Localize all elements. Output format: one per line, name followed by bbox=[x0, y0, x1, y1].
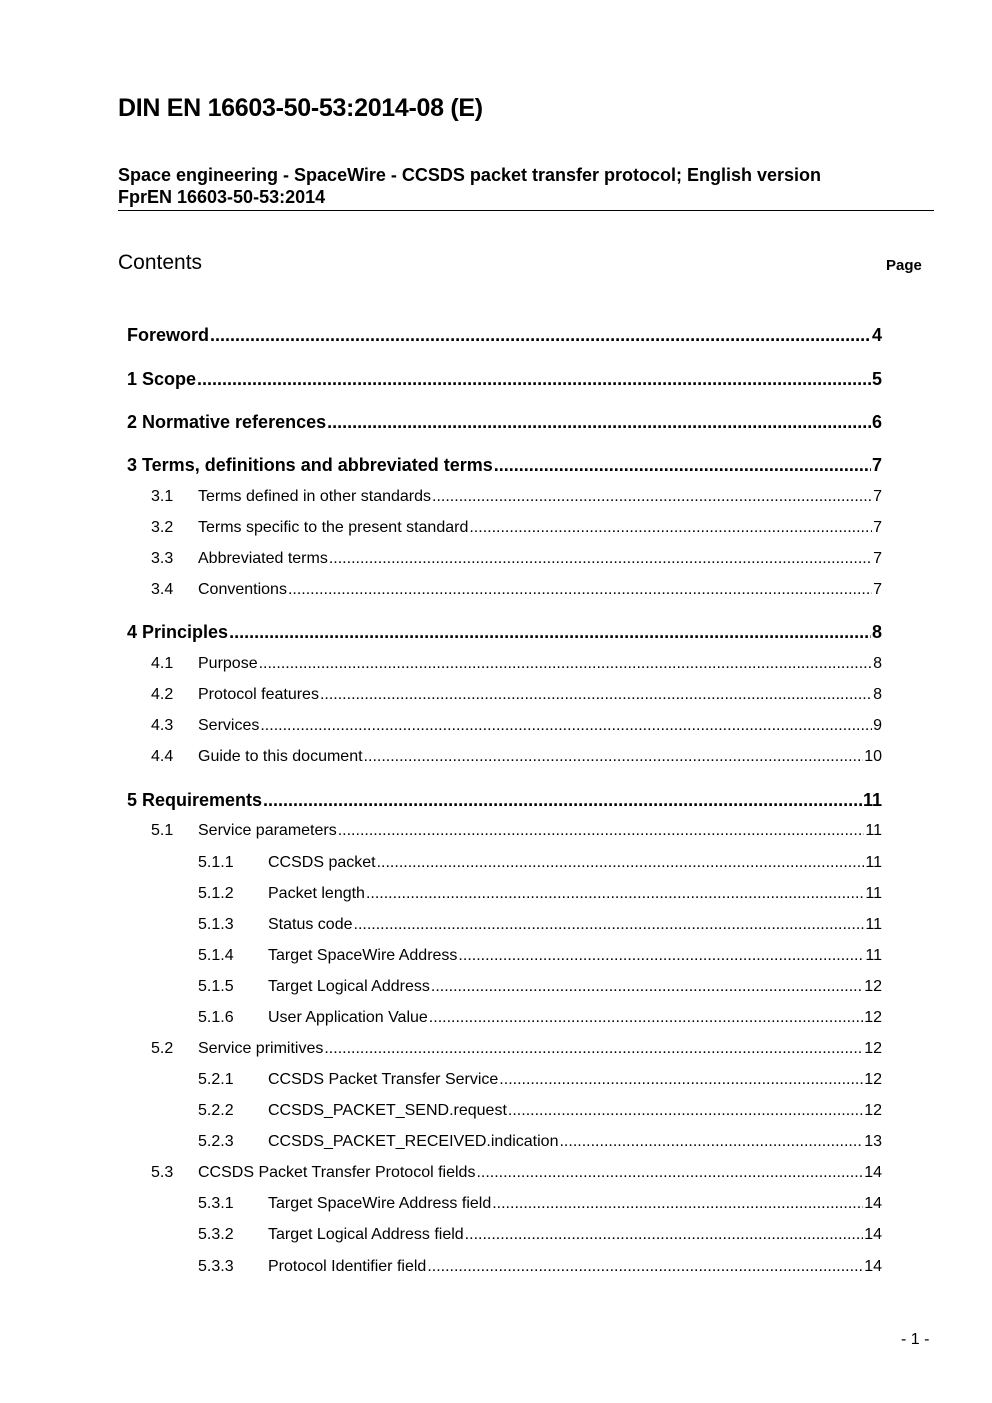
page-number: - 1 - bbox=[901, 1331, 930, 1348]
toc-entry-number: 5.3.1 bbox=[198, 1195, 234, 1212]
toc-entry-page: 14 bbox=[864, 1226, 882, 1243]
toc-entry-page: 11 bbox=[865, 822, 882, 839]
toc-entry[interactable] bbox=[198, 1195, 882, 1219]
toc-entry-number: 3.4 bbox=[151, 581, 174, 598]
toc-entry-page: 8 bbox=[871, 622, 882, 642]
toc-entry-title: Purpose bbox=[198, 655, 258, 672]
toc-entry-title: 2 Normative references bbox=[127, 412, 327, 432]
toc-entry-number: 5.2.3 bbox=[198, 1133, 234, 1150]
toc-dot-leader bbox=[324, 1040, 863, 1058]
toc-entry-number: 3.3 bbox=[151, 550, 174, 567]
toc-entry[interactable] bbox=[151, 822, 882, 846]
toc-entry-title: CCSDS Packet Transfer Service bbox=[268, 1071, 499, 1088]
toc-entry[interactable] bbox=[198, 978, 882, 1002]
toc-entry[interactable] bbox=[151, 550, 882, 574]
toc-entry-page: 11 bbox=[865, 854, 882, 871]
toc-dot-leader bbox=[263, 790, 862, 811]
toc-entry-number: 5.1.4 bbox=[198, 947, 234, 964]
toc-entry-page: 11 bbox=[862, 790, 882, 810]
toc-entry[interactable] bbox=[198, 854, 882, 878]
toc-entry-title: Abbreviated terms bbox=[198, 550, 328, 567]
toc-entry-page: 14 bbox=[864, 1195, 882, 1212]
toc-dot-leader bbox=[465, 1226, 864, 1244]
toc-dot-leader bbox=[427, 1258, 863, 1276]
toc-entry-title: Terms specific to the present standard bbox=[198, 519, 469, 536]
toc-entry[interactable] bbox=[151, 748, 882, 772]
toc-entry[interactable] bbox=[151, 519, 882, 543]
toc-entry-number: 5.2 bbox=[151, 1040, 174, 1057]
toc-entry[interactable] bbox=[151, 717, 882, 741]
toc-entry-title: Protocol Identifier field bbox=[268, 1258, 427, 1275]
toc-entry-title: User Application Value bbox=[268, 1009, 428, 1026]
toc-dot-leader bbox=[260, 717, 872, 735]
toc-entry-number: 3.1 bbox=[151, 488, 174, 505]
toc-entry-title: 1 Scope bbox=[127, 369, 197, 389]
toc-entry-page: 7 bbox=[873, 519, 882, 536]
toc-entry-title: Protocol features bbox=[198, 686, 319, 703]
toc-entry-page: 14 bbox=[864, 1164, 882, 1181]
toc-entry-page: 7 bbox=[873, 550, 882, 567]
toc-entry-title: CCSDS_PACKET_SEND.request bbox=[268, 1102, 507, 1119]
toc-entry-title: 5 Requirements bbox=[127, 790, 263, 810]
toc-entry-number: 5.3 bbox=[151, 1164, 174, 1181]
toc-entry-page: 11 bbox=[865, 885, 882, 902]
document-title: DIN EN 16603-50-53:2014-08 (E) bbox=[118, 94, 483, 122]
toc-entry-number: 5.2.1 bbox=[198, 1071, 234, 1088]
toc-entry-number: 5.1.5 bbox=[198, 978, 234, 995]
toc-entry-number: 5.2.2 bbox=[198, 1102, 234, 1119]
toc-entry-title: Services bbox=[198, 717, 260, 734]
toc-dot-leader bbox=[354, 916, 865, 934]
toc-entry[interactable] bbox=[127, 455, 882, 479]
toc-entry[interactable] bbox=[198, 1071, 882, 1095]
toc-entry-page: 7 bbox=[871, 455, 882, 475]
toc-dot-leader bbox=[432, 488, 872, 506]
toc-dot-leader bbox=[288, 581, 872, 599]
toc-dot-leader bbox=[366, 885, 864, 903]
toc-entry[interactable] bbox=[198, 947, 882, 971]
toc-entry-title: Terms defined in other standards bbox=[198, 488, 432, 505]
toc-dot-leader bbox=[559, 1133, 863, 1151]
toc-entry-title: Status code bbox=[268, 916, 353, 933]
toc-dot-leader bbox=[431, 978, 863, 996]
contents-heading: Contents bbox=[118, 251, 203, 274]
toc-entry[interactable] bbox=[127, 325, 882, 349]
toc-entry-number: 5.1.3 bbox=[198, 916, 234, 933]
toc-dot-leader bbox=[364, 748, 864, 766]
toc-dot-leader bbox=[327, 412, 871, 433]
toc-entry-page: 14 bbox=[864, 1258, 882, 1275]
toc-dot-leader bbox=[320, 686, 872, 704]
toc-entry-number: 4.2 bbox=[151, 686, 174, 703]
page-column-heading: Page bbox=[886, 257, 922, 274]
toc-entry[interactable] bbox=[198, 916, 882, 940]
toc-entry-title: Target Logical Address field bbox=[268, 1226, 464, 1243]
toc-entry-page: 8 bbox=[873, 686, 882, 703]
toc-entry-title: CCSDS_PACKET_RECEIVED.indication bbox=[268, 1133, 559, 1150]
toc-entry-title: CCSDS packet bbox=[268, 854, 376, 871]
toc-entry[interactable] bbox=[198, 885, 882, 909]
toc-entry[interactable] bbox=[127, 790, 882, 814]
toc-entry-title: Target SpaceWire Address field bbox=[268, 1195, 492, 1212]
toc-dot-leader bbox=[494, 455, 871, 476]
toc-entry-page: 4 bbox=[871, 325, 882, 345]
toc-entry-title: 3 Terms, definitions and abbreviated terms bbox=[127, 455, 493, 475]
toc-entry[interactable] bbox=[127, 369, 882, 393]
toc-entry-title: Guide to this document bbox=[198, 748, 363, 765]
toc-entry-title: Packet length bbox=[268, 885, 365, 902]
toc-entry[interactable] bbox=[151, 581, 882, 605]
toc-entry-page: 12 bbox=[864, 1040, 882, 1057]
toc-entry-number: 5.1 bbox=[151, 822, 174, 839]
toc-entry-number: 5.1.2 bbox=[198, 885, 234, 902]
toc-entry-number: 4.1 bbox=[151, 655, 174, 672]
toc-entry[interactable] bbox=[151, 488, 882, 512]
toc-dot-leader bbox=[499, 1071, 863, 1089]
toc-entry-title: CCSDS Packet Transfer Protocol fields bbox=[198, 1164, 476, 1181]
toc-dot-leader bbox=[229, 622, 871, 643]
toc-entry[interactable] bbox=[127, 412, 882, 436]
toc-entry-page: 7 bbox=[873, 488, 882, 505]
subtitle-line-1: Space engineering - SpaceWire - CCSDS packet transfer protocol; English version bbox=[118, 165, 822, 185]
toc-entry-page: 7 bbox=[873, 581, 882, 598]
toc-entry-page: 11 bbox=[865, 947, 882, 964]
toc-entry[interactable] bbox=[127, 622, 882, 646]
toc-dot-leader bbox=[338, 822, 865, 840]
toc-dot-leader bbox=[377, 854, 865, 872]
toc-entry-title: Conventions bbox=[198, 581, 287, 598]
toc-entry-title: Foreword bbox=[127, 325, 210, 345]
subtitle-line-2: FprEN 16603-50-53:2014 bbox=[118, 187, 326, 207]
toc-dot-leader bbox=[458, 947, 864, 965]
toc-entry-number: 4.4 bbox=[151, 748, 174, 765]
toc-dot-leader bbox=[476, 1164, 863, 1182]
toc-entry-page: 12 bbox=[864, 978, 882, 995]
toc-entry-number: 3.2 bbox=[151, 519, 174, 536]
toc-entry[interactable] bbox=[198, 1102, 882, 1126]
toc-entry-number: 5.1.1 bbox=[198, 854, 234, 871]
toc-entry-page: 5 bbox=[871, 369, 882, 389]
toc-entry-page: 12 bbox=[864, 1071, 882, 1088]
toc-entry-page: 12 bbox=[864, 1102, 882, 1119]
toc-entry-number: 5.1.6 bbox=[198, 1009, 234, 1026]
toc-entry[interactable] bbox=[198, 1258, 882, 1282]
toc-entry[interactable] bbox=[151, 1040, 882, 1064]
toc-entry-title: Target SpaceWire Address bbox=[268, 947, 458, 964]
toc-dot-leader bbox=[329, 550, 872, 568]
toc-dot-leader bbox=[492, 1195, 863, 1213]
toc-entry-page: 13 bbox=[864, 1133, 882, 1150]
toc-entry[interactable] bbox=[198, 1226, 882, 1250]
toc-entry[interactable] bbox=[151, 686, 882, 710]
toc-dot-leader bbox=[210, 325, 871, 346]
toc-dot-leader bbox=[259, 655, 873, 673]
toc-entry[interactable] bbox=[198, 1009, 882, 1033]
toc-entry-title: Service primitives bbox=[198, 1040, 324, 1057]
toc-entry[interactable] bbox=[198, 1133, 882, 1157]
toc-dot-leader bbox=[429, 1009, 863, 1027]
toc-entry-page: 11 bbox=[865, 916, 882, 933]
toc-dot-leader bbox=[508, 1102, 863, 1120]
toc-entry-title: Service parameters bbox=[198, 822, 337, 839]
toc-entry-page: 9 bbox=[873, 717, 882, 734]
toc-entry-title: Target Logical Address bbox=[268, 978, 430, 995]
toc-entry-number: 5.3.3 bbox=[198, 1258, 234, 1275]
toc-entry-page: 6 bbox=[871, 412, 882, 432]
toc-entry-number: 5.3.2 bbox=[198, 1226, 234, 1243]
toc-dot-leader bbox=[469, 519, 872, 537]
toc-entry-page: 10 bbox=[864, 748, 882, 765]
toc-entry[interactable] bbox=[151, 655, 882, 679]
toc-entry-number: 4.3 bbox=[151, 717, 174, 734]
toc-entry-page: 12 bbox=[864, 1009, 882, 1026]
toc-dot-leader bbox=[197, 369, 871, 390]
toc-entry-page: 8 bbox=[873, 655, 882, 672]
toc-entry-title: 4 Principles bbox=[127, 622, 229, 642]
toc-entry[interactable] bbox=[151, 1164, 882, 1188]
